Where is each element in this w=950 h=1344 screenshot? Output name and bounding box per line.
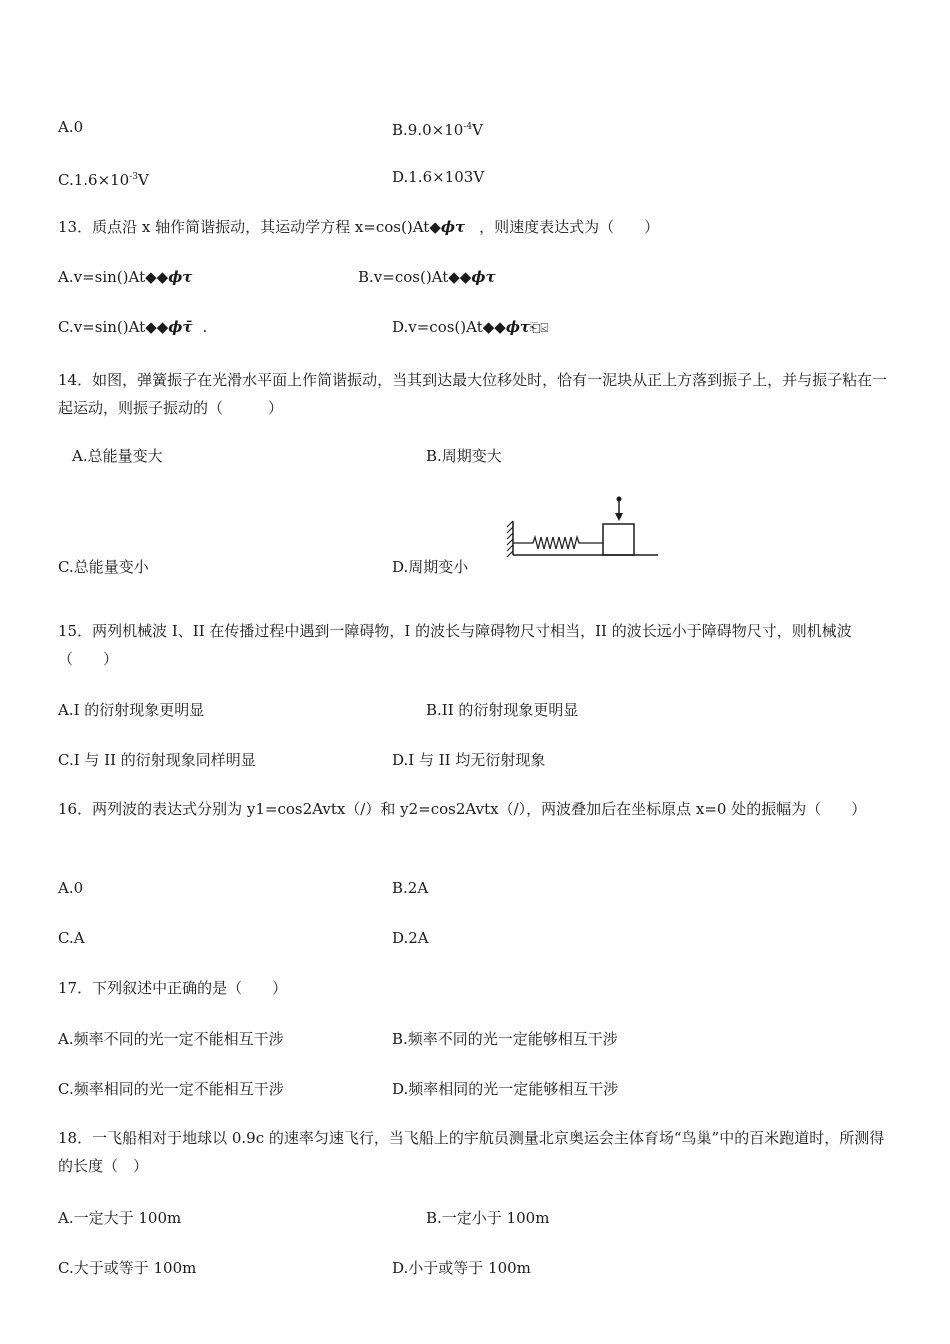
q14-option-c: C.总能量变小 — [58, 558, 149, 576]
q13-option-c-symbol: ◆◆ — [145, 318, 169, 336]
q13-stem-symbol: ◆ — [429, 218, 441, 236]
q13-stem-expression: 13．质点沿 x 轴作简谐振动，其运动学方程 x=cos()At — [58, 218, 430, 236]
q15-stem: 15．两列机械波 I、II 在传播过程中遇到一障碍物，I 的波长与障碍物尺寸相当，II 的波长远小于障碍物尺寸，则机械波（ ） — [58, 622, 852, 668]
q13-stem-question: ，则速度表达式为（ ） — [479, 218, 660, 236]
spring-oscillator-figure — [505, 493, 660, 561]
arrow-head-icon — [615, 513, 623, 521]
q14-stem: 14．如图，弹簧振子在光滑水平面上作简谐振动，当其到达最大位移处时，恰有一泥块从正上方落到振子上，并与振子粘在一起运动，则振子振动的（ ） — [58, 371, 888, 417]
q14-option-b: B.周期变大 — [426, 447, 502, 465]
q13-option-d-symbol: ◆◆ — [482, 318, 506, 336]
q13-option-a — [58, 267, 192, 287]
q12-option-b — [392, 117, 483, 140]
wall-hatching — [507, 521, 513, 557]
q17-option-c: C.频率相同的光一定不能相互干涉 — [58, 1080, 284, 1098]
q12-option-c — [58, 167, 149, 190]
q17-stem: 17．下列叙述中正确的是（ ） — [58, 979, 288, 997]
q12-option-b-unit: V — [472, 121, 483, 139]
q16-option-c: C.A — [58, 929, 85, 947]
q13-stem — [58, 217, 659, 237]
q16-option-a: A.0 — [58, 879, 84, 897]
q13-option-d-expression: D.v=cos()At — [392, 318, 483, 336]
q15-option-a: A.I 的衍射现象更明显 — [58, 701, 205, 719]
q13-option-c — [58, 317, 207, 337]
q18-option-b: B.一定小于 100m — [426, 1209, 550, 1227]
q18-stem: 18．一飞船相对于地球以 0.9c 的速率匀速飞行，当飞船上的宇航员测量北京奥运会主体育场“鸟巢”中的百米跑道时，所测得的长度（ ） — [58, 1129, 885, 1175]
q15-option-b: B.II 的衍射现象更明显 — [426, 701, 579, 719]
q17-option-a: A.频率不同的光一定不能相互干涉 — [58, 1030, 284, 1048]
q12-option-c-unit: V — [138, 171, 149, 189]
q14-option-d: D.周期变小 — [392, 558, 469, 576]
q13-option-b — [358, 267, 496, 287]
q13-option-b-symbol: ◆◆ — [448, 268, 472, 286]
q13-option-a-phase: ϕτ — [168, 268, 193, 286]
q13-option-a-symbol: ◆◆ — [145, 268, 169, 286]
q13-option-b-phase: ϕτ — [471, 268, 496, 286]
q17-option-d: D.频率相同的光一定能够相互干涉 — [392, 1080, 619, 1098]
spring — [513, 537, 603, 549]
q12-option-b-exponent: -4 — [463, 122, 473, 132]
q13-option-c-phase: ϕτ̄ — [168, 318, 193, 336]
q13-option-a-expression: A.v=sin()At — [58, 268, 146, 286]
block — [603, 524, 634, 555]
q12-option-b-base: B.9.0×10 — [392, 121, 464, 139]
q14-option-a: A.总能量变大 — [72, 447, 163, 465]
q16-option-d: D.2A — [392, 929, 429, 947]
q16-stem: 16．两列波的表达式分别为 y1=cos2Avtx（/）和 y2=cos2Avtx（/），两波叠加后在坐标原点 x=0 处的振幅为（ ） — [58, 800, 867, 818]
q13-stem-phase: ϕτ — [440, 218, 466, 236]
q13-option-d — [392, 317, 548, 339]
q18-option-c: C.大于或等于 100m — [58, 1259, 197, 1277]
q18-option-d: D.小于或等于 100m — [392, 1259, 531, 1277]
q13-option-b-expression: B.v=cos()At — [358, 268, 449, 286]
q13-option-d-phase: ϕτ — [505, 318, 531, 336]
q17-option-b: B.频率不同的光一定能够相互干涉 — [392, 1030, 618, 1048]
q13-option-c-tail: . — [202, 318, 208, 336]
mud-lump — [617, 497, 622, 502]
q16-option-b: B.2A — [392, 879, 429, 897]
q12-option-d: D.1.6×103V — [392, 168, 485, 186]
q13-option-d-tail: ⎗⍃ — [530, 321, 549, 336]
q13-option-c-expression: C.v=sin()At — [58, 318, 146, 336]
q12-option-c-exponent: -3 — [129, 172, 139, 182]
q12-option-a: A.0 — [58, 118, 84, 136]
q15-option-c: C.I 与 II 的衍射现象同样明显 — [58, 751, 256, 769]
q12-option-c-base: C.1.6×10 — [58, 171, 130, 189]
q18-option-a: A.一定大于 100m — [58, 1209, 182, 1227]
q15-option-d: D.I 与 II 均无衍射现象 — [392, 751, 546, 769]
